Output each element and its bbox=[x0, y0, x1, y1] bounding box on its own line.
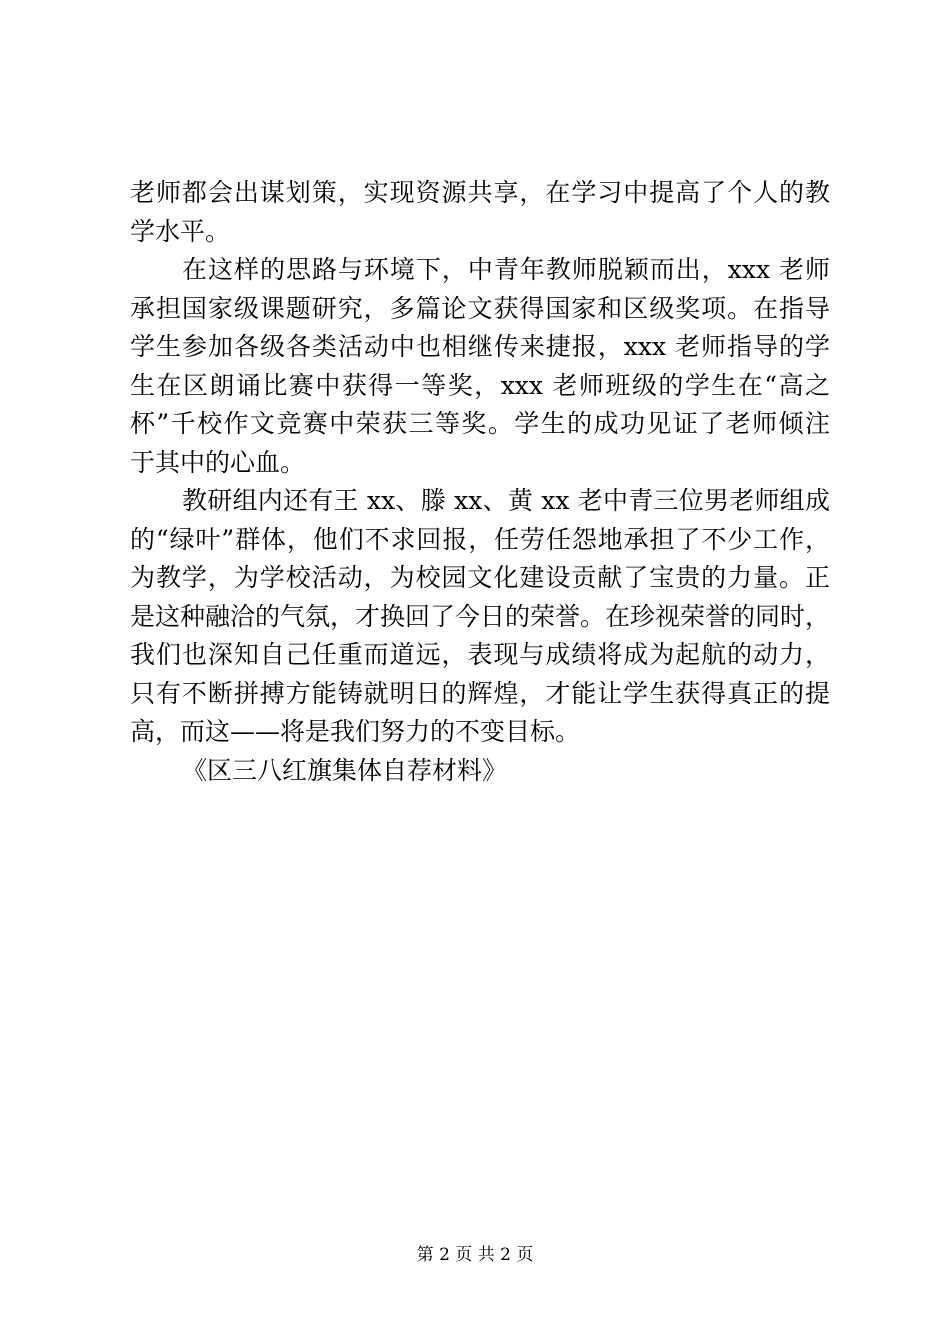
text-line: 教研组内还有王 xx、滕 xx、黄 xx 老中青三位男老师组成 bbox=[182, 486, 830, 515]
text-line: 我们也深知自己任重而道远，表现与成绩将成为起航的动力， bbox=[130, 640, 830, 669]
document-body bbox=[130, 174, 830, 790]
text-line: 的“绿叶”群体，他们不求回报，任劳任怨地承担了不少工作， bbox=[130, 524, 830, 554]
document-title: 《区三八红旗集体自荐材料》 bbox=[182, 755, 508, 785]
text-line: 学生参加各级各类活动中也相继传来捷报，xxx 老师指导的学 bbox=[130, 332, 830, 361]
text-line: 于其中的心血。 bbox=[130, 447, 306, 477]
text-line: 老师都会出谋划策，实现资源共享，在学习中提高了个人的教 bbox=[130, 178, 830, 207]
text-line: 学水平。 bbox=[130, 216, 231, 246]
page-number-footer: 第 2 页 共 2 页 bbox=[416, 1245, 534, 1265]
text-line: 只有不断拼搏方能铸就明日的辉煌，才能让学生获得真正的提 bbox=[130, 678, 830, 708]
text-line: 在这样的思路与环境下，中青年教师脱颖而出，xxx 老师 bbox=[182, 255, 830, 284]
text-line: 高，而这——将是我们努力的不变目标。 bbox=[130, 717, 581, 746]
text-line: 是这种融洽的气氛，才换回了今日的荣誉。在珍视荣誉的同时， bbox=[130, 601, 831, 631]
text-line: 为教学，为学校活动，为校园文化建设贡献了宝贵的力量。正 bbox=[130, 563, 830, 592]
text-line: 杯”千校作文竞赛中荣获三等奖。学生的成功见证了老师倾注 bbox=[130, 409, 830, 438]
text-line: 生在区朗诵比赛中获得一等奖，xxx 老师班级的学生在“高之 bbox=[130, 370, 830, 400]
text-line: 承担国家级课题研究，多篇论文获得国家和区级奖项。在指导 bbox=[130, 293, 830, 323]
